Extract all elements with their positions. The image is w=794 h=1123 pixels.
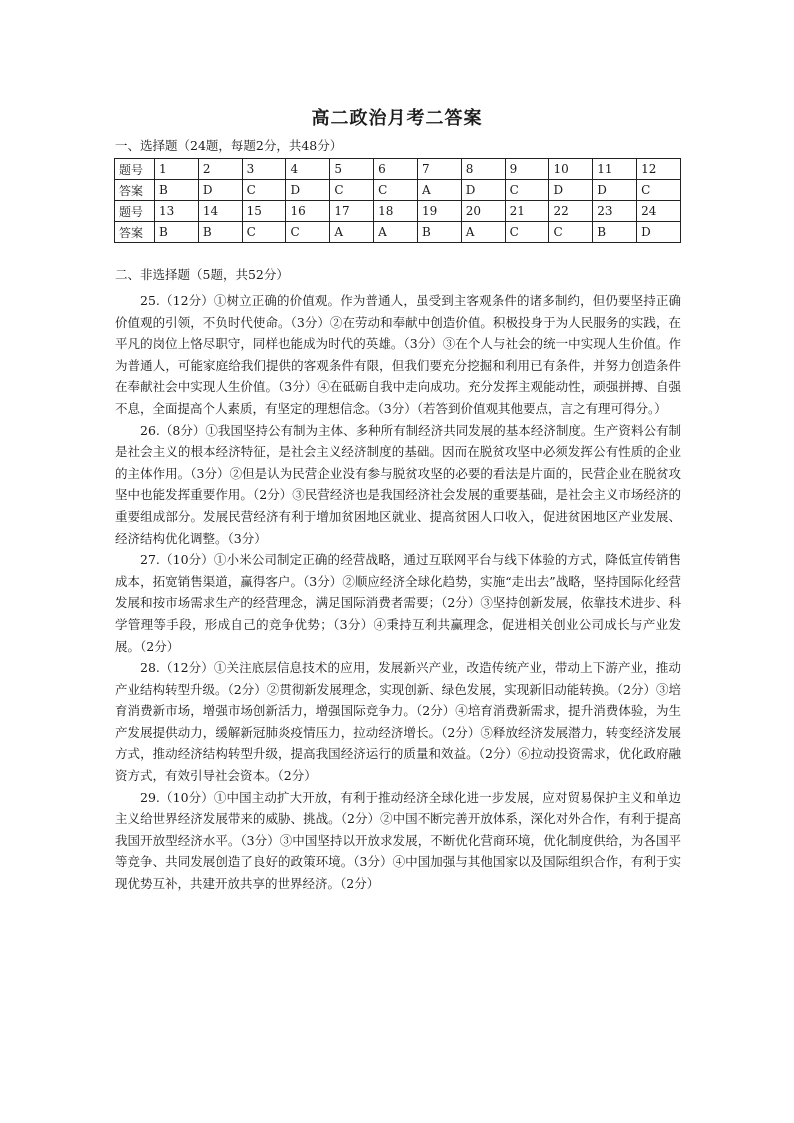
question-number-cell: 1 [155,159,199,180]
section-open-questions-heading: 二、非选择题（5题，共52分） [115,267,289,282]
open-question-answers [115,290,681,895]
question-number-cell: 19 [417,201,461,222]
answer-cell: D [461,180,505,201]
answer-cell: C [505,222,549,243]
page-title: 高二政治月考二答案 [311,108,483,129]
row-label: 答案 [115,180,155,201]
question-number-cell: 21 [505,201,549,222]
question-number-cell: 2 [198,159,242,180]
question-number-cell: 10 [549,159,593,180]
answer-cell: D [593,180,637,201]
answer-paragraph-28: 28.（12分）①关注底层信息技术的应用，发展新兴产业，改造传统产业，带动上下游产业，推动产业结构转型升级。（2分）②贯彻新发展理念，实现创新、绿色发展，实现新旧动能转换。（2分）③培育消费新市场，增强市场创新活力，增强国际竞争力。（2分）④培育消费新需求，提升消费体验，为生产发展提供动力，缓解新冠肺炎疫情压力，拉动经济增长。（2分）⑤释放经济发展潜力，转变经济发展方式，推动经济结构转型升级，提高我国经济运行的质量和效益。（2分）⑥拉动投资需求，优化政府融资方式，有效引导社会资本。（2分） [115,660,681,784]
answer-row [115,180,681,201]
answer-cell: D [637,222,681,243]
answer-cell: D [198,180,242,201]
row-label: 答案 [115,222,155,243]
question-number-cell: 17 [330,201,374,222]
answer-cell: C [374,180,418,201]
answer-cell: B [417,222,461,243]
question-number-cell: 22 [549,201,593,222]
answer-cell: A [461,222,505,243]
answer-paragraph-29: 29.（10分）①中国主动扩大开放，有利于推动经济全球化进一步发展，应对贸易保护主义和单边主义给世界经济发展带来的威胁、挑战。（2分）②中国不断完善开放体系，深化对外合作，有利于提高我国开放型经济水平。（3分）③中国坚持以开放求发展，不断优化营商环境，优化制度供给，为各国平等竞争、共同发展创造了良好的政策环境。（3分）④中国加强与其他国家以及国际组织合作，有利于实现优势互补，共建开放共享的世界经济。（2分） [115,789,681,892]
question-number-cell: 6 [374,159,418,180]
answer-paragraph-26: 26.（8分）①我国坚持公有制为主体、多种所有制经济共同发展的基本经济制度。生产资料公有制是社会主义的根本经济特征，是社会主义经济制度的基础。因而在脱贫攻坚中必须发挥公有性质的企业的主体作用。（3分）②但是认为民营企业没有参与脱贫攻坚的必要的看法是片面的，民营企业在脱贫攻坚中也能发挥重要作用。（2分）③民营经济也是我国经济社会发展的重要基础，是社会主义市场经济的重要组成部分。发展民营经济有利于增加贫困地区就业、提高贫困人口收入，促进贫困地区产业发展、经济结构优化调整。（3分） [115,422,681,546]
question-number-cell: 23 [593,201,637,222]
question-number-cell: 13 [155,201,199,222]
question-number-cell: 3 [242,159,286,180]
question-number-cell: 9 [505,159,549,180]
answer-cell: D [549,180,593,201]
row-label: 题号 [115,159,155,180]
row-label: 题号 [115,201,155,222]
answer-cell: A [330,222,374,243]
question-number-cell: 24 [637,201,681,222]
answer-cell: C [286,222,330,243]
question-number-cell: 12 [637,159,681,180]
answer-paragraph-27: 27.（10分）①小米公司制定正确的经营战略，通过互联网平台与线下体验的方式，降低宣传销售成本，拓宽销售渠道，赢得客户。（3分）②顺应经济全球化趋势，实施“走出去”战略，坚持国际化经营发展和按市场需求生产的经营理念，满足国际消费者需要；（2分）③坚持创新发展，依靠技术进步、科学管理等手段，形成自己的竞争优势；（3分）④秉持互利共赢理念，促进相关创业公司成长与产业发展。（2分） [115,552,681,654]
answer-cell: B [155,180,199,201]
question-number-cell: 20 [461,201,505,222]
question-number-cell: 14 [198,201,242,222]
answer-cell: C [242,180,286,201]
answer-cell: D [286,180,330,201]
question-number-cell: 4 [286,159,330,180]
answer-paragraph-25: 25.（12分）①树立正确的价值观。作为普通人，虽受到主客观条件的诸多制约，但仍要坚持正确价值观的引领，不负时代使命。（3分）②在劳动和奉献中创造价值。积极投身于为人民服务的实践，在平凡的岗位上恪尽职守，同样也能成为时代的英雄。（3分）③在个人与社会的统一中实现人生价值。作为普通人，可能家庭给我们提供的客观条件有限，但我们要充分挖掘和利用已有条件，并努力创造条件在奉献社会中实现人生价值。（3分）④在砥砺自我中走向成功。充分发挥主观能动性，顽强拼搏、自强不息，全面提高个人素质，有坚定的理想信念。（3分）（若答到价值观其他要点，言之有理可得分。） [115,293,681,416]
question-number-cell: 7 [417,159,461,180]
answer-cell: B [155,222,199,243]
answer-cell: A [417,180,461,201]
answer-key-table [114,158,681,243]
question-number-row [115,201,681,222]
question-number-cell: 18 [374,201,418,222]
question-number-cell: 8 [461,159,505,180]
answer-cell: B [593,222,637,243]
answer-cell: A [374,222,418,243]
question-number-cell: 11 [593,159,637,180]
answer-cell: C [330,180,374,201]
answer-cell: C [549,222,593,243]
answer-cell: C [242,222,286,243]
section-multiple-choice-heading: 一、选择题（24题，每题2分，共48分） [115,138,343,153]
answer-cell: C [637,180,681,201]
answer-cell: C [505,180,549,201]
answer-cell: B [198,222,242,243]
answer-row [115,222,681,243]
question-number-cell: 15 [242,201,286,222]
question-number-cell: 16 [286,201,330,222]
question-number-cell: 5 [330,159,374,180]
question-number-row [115,159,681,180]
